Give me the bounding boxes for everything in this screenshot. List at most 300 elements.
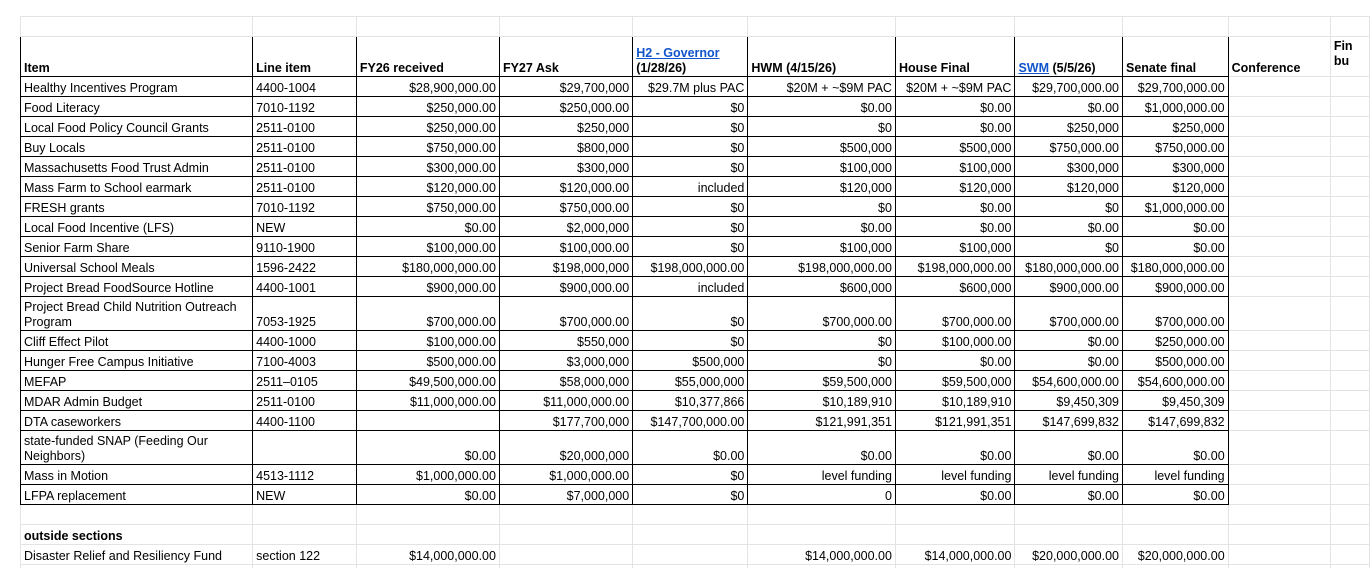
cell-line_item[interactable]: section 122	[253, 545, 357, 565]
column-header-item[interactable]: Item	[21, 37, 253, 77]
cell[interactable]	[1015, 17, 1123, 37]
cell[interactable]	[895, 17, 1015, 37]
cell-fy27[interactable]: $58,000,000	[499, 371, 632, 391]
cell-fy27[interactable]: $250,000.00	[499, 97, 632, 117]
cell[interactable]	[499, 17, 632, 37]
header-subtitle: (5/5/26)	[1049, 61, 1096, 75]
cell[interactable]	[1228, 525, 1330, 545]
cell-fy27[interactable]: $800,000	[499, 137, 632, 157]
cell-item[interactable]: Project Bread Child Nutrition Outreach Program	[21, 297, 253, 331]
cell-senate[interactable]: $0.00	[1122, 237, 1228, 257]
cell-h2[interactable]: $0	[633, 237, 748, 257]
cell-fy26[interactable]: $0.00	[356, 485, 499, 505]
cell[interactable]	[1122, 505, 1228, 525]
cell-senate[interactable]: $900,000.00	[1122, 277, 1228, 297]
cell-house[interactable]: $100,000	[895, 237, 1015, 257]
cell-house[interactable]: $0.00	[895, 97, 1015, 117]
cell-conference[interactable]	[1228, 277, 1330, 297]
cell-fy27[interactable]: $2,000,000	[499, 217, 632, 237]
cell-hwm[interactable]: level funding	[748, 465, 896, 485]
cell-fy27[interactable]: $750,000.00	[499, 197, 632, 217]
cell-senate[interactable]: $120,000	[1122, 177, 1228, 197]
cell-hwm[interactable]: $20M + ~$9M PAC	[748, 77, 896, 97]
cell-conference[interactable]	[1228, 77, 1330, 97]
cell-senate[interactable]: $250,000.00	[1122, 331, 1228, 351]
cell[interactable]	[1228, 565, 1330, 568]
column-header-conference[interactable]: Conference	[1228, 37, 1330, 77]
column-header-hwm[interactable]: HWM (4/15/26)	[748, 37, 896, 77]
cell-final[interactable]	[1330, 545, 1369, 565]
cell-final[interactable]	[1330, 97, 1369, 117]
cell-fy26[interactable]: $28,900,000.00	[356, 77, 499, 97]
cell-fy26[interactable]: $750,000.00	[356, 137, 499, 157]
cell-swm[interactable]: $900,000.00	[1015, 277, 1123, 297]
cell[interactable]	[253, 505, 357, 525]
cell-swm[interactable]: $0.00	[1015, 351, 1123, 371]
cell-fy27[interactable]: $11,000,000.00	[499, 391, 632, 411]
cell-hwm[interactable]: $14,000,000.00	[748, 545, 896, 565]
cell[interactable]	[748, 525, 896, 545]
column-header-house[interactable]: House Final	[895, 37, 1015, 77]
cell-item[interactable]: Food Literacy	[21, 97, 253, 117]
cell[interactable]	[1015, 525, 1123, 545]
cell-line_item[interactable]: 7100-4003	[253, 351, 357, 371]
cell-house[interactable]: $0.00	[895, 197, 1015, 217]
cell[interactable]	[1330, 505, 1369, 525]
cell-senate[interactable]: $147,699,832	[1122, 411, 1228, 431]
cell[interactable]	[633, 505, 748, 525]
cell-item[interactable]: Buy Locals	[21, 137, 253, 157]
cell-swm[interactable]: $750,000.00	[1015, 137, 1123, 157]
cell-line_item[interactable]: 4400-1004	[253, 77, 357, 97]
cell-hwm[interactable]: $0	[748, 351, 896, 371]
cell-conference[interactable]	[1228, 411, 1330, 431]
cell-swm[interactable]: $147,699,832	[1015, 411, 1123, 431]
cell[interactable]	[1015, 565, 1123, 568]
cell-line_item[interactable]: 2511-0100	[253, 177, 357, 197]
cell-h2[interactable]	[633, 545, 748, 565]
cell-senate[interactable]: $0.00	[1122, 217, 1228, 237]
column-header-fy26[interactable]: FY26 received	[356, 37, 499, 77]
cell[interactable]	[1122, 565, 1228, 568]
cell[interactable]	[748, 565, 896, 568]
cell-house[interactable]: $600,000	[895, 277, 1015, 297]
cell-swm[interactable]: $180,000,000.00	[1015, 257, 1123, 277]
cell-conference[interactable]	[1228, 297, 1330, 331]
cell-hwm[interactable]: $0.00	[748, 217, 896, 237]
cell-swm[interactable]: $0.00	[1015, 97, 1123, 117]
cell-item[interactable]: Project Bread FoodSource Hotline	[21, 277, 253, 297]
cell-conference[interactable]	[1228, 545, 1330, 565]
cell-fy26[interactable]: $700,000.00	[356, 297, 499, 331]
cell-fy26[interactable]: $250,000.00	[356, 117, 499, 137]
cell-fy27[interactable]: $1,000,000.00	[499, 465, 632, 485]
cell-house[interactable]: $10,189,910	[895, 391, 1015, 411]
cell-h2[interactable]: $500,000	[633, 351, 748, 371]
cell-hwm[interactable]: $198,000,000.00	[748, 257, 896, 277]
cell-house[interactable]: $121,991,351	[895, 411, 1015, 431]
cell-h2[interactable]: $0.00	[633, 431, 748, 465]
cell-fy26[interactable]: $300,000.00	[356, 157, 499, 177]
cell-swm[interactable]: $120,000	[1015, 177, 1123, 197]
cell-fy27[interactable]: $550,000	[499, 331, 632, 351]
swm-link[interactable]: SWM	[1018, 61, 1050, 75]
cell-line_item[interactable]: NEW	[253, 485, 357, 505]
cell-fy26[interactable]: $100,000.00	[356, 331, 499, 351]
column-header-final[interactable]	[1330, 37, 1369, 77]
cell-final[interactable]	[1330, 465, 1369, 485]
cell-line_item[interactable]: 2511-0100	[253, 391, 357, 411]
cell-hwm[interactable]: $0	[748, 331, 896, 351]
table-row	[21, 97, 1370, 117]
cell-item[interactable]: Senior Farm Share	[21, 237, 253, 257]
cell-house[interactable]: $500,000	[895, 137, 1015, 157]
table-row	[21, 157, 1370, 177]
cell-senate[interactable]: $29,700,000.00	[1122, 77, 1228, 97]
cell[interactable]	[356, 505, 499, 525]
cell-senate[interactable]: $300,000	[1122, 157, 1228, 177]
cell-house[interactable]: $59,500,000	[895, 371, 1015, 391]
cell-item[interactable]: Massachusetts Food Trust Admin	[21, 157, 253, 177]
cell-swm[interactable]: $9,450,309	[1015, 391, 1123, 411]
cell-hwm[interactable]: $100,000	[748, 157, 896, 177]
cell-house[interactable]: $120,000	[895, 177, 1015, 197]
cell-line_item[interactable]: 4400-1001	[253, 277, 357, 297]
cell[interactable]	[253, 17, 357, 37]
cell-item[interactable]: Cliff Effect Pilot	[21, 331, 253, 351]
cell-hwm[interactable]: $10,189,910	[748, 391, 896, 411]
blank-row	[21, 565, 1370, 568]
cell-line_item[interactable]: 2511-0100	[253, 137, 357, 157]
cell-line_item[interactable]: NEW	[253, 217, 357, 237]
cell-final[interactable]	[1330, 485, 1369, 505]
cell[interactable]	[748, 17, 896, 37]
cell[interactable]	[499, 525, 632, 545]
cell-senate[interactable]: $180,000,000.00	[1122, 257, 1228, 277]
cell-item[interactable]: Local Food Policy Council Grants	[21, 117, 253, 137]
cell-conference[interactable]	[1228, 117, 1330, 137]
cell-fy27[interactable]: $120,000.00	[499, 177, 632, 197]
cell-senate[interactable]: $700,000.00	[1122, 297, 1228, 331]
cell-h2[interactable]: $0	[633, 217, 748, 237]
cell-conference[interactable]	[1228, 257, 1330, 277]
cell-swm[interactable]: $20,000,000.00	[1015, 545, 1123, 565]
cell-fy27[interactable]: $3,000,000	[499, 351, 632, 371]
cell-senate[interactable]: $0.00	[1122, 431, 1228, 465]
cell-hwm[interactable]: $0	[748, 117, 896, 137]
cell-senate[interactable]: $0.00	[1122, 485, 1228, 505]
cell-item[interactable]: MEFAP	[21, 371, 253, 391]
cell-h2[interactable]: $0	[633, 137, 748, 157]
cell[interactable]	[499, 505, 632, 525]
table-row	[21, 411, 1370, 431]
cell-conference[interactable]	[1228, 351, 1330, 371]
cell-final[interactable]	[1330, 197, 1369, 217]
cell-senate[interactable]: $9,450,309	[1122, 391, 1228, 411]
cell-item[interactable]: MDAR Admin Budget	[21, 391, 253, 411]
cell[interactable]	[356, 525, 499, 545]
cell-h2[interactable]: $10,377,866	[633, 391, 748, 411]
cell-fy26[interactable]	[356, 411, 499, 431]
cell-hwm[interactable]: $0.00	[748, 97, 896, 117]
cell[interactable]	[1228, 505, 1330, 525]
cell-conference[interactable]	[1228, 157, 1330, 177]
cell-final[interactable]	[1330, 431, 1369, 465]
column-header-senate[interactable]: Senate final	[1122, 37, 1228, 77]
cell-final[interactable]	[1330, 371, 1369, 391]
cell[interactable]	[21, 17, 253, 37]
cell-swm[interactable]: $0.00	[1015, 431, 1123, 465]
cell-line_item[interactable]: 7010-1192	[253, 197, 357, 217]
cell-item[interactable]: DTA caseworkers	[21, 411, 253, 431]
cell-h2[interactable]: $29.7M plus PAC	[633, 77, 748, 97]
cell-final[interactable]	[1330, 411, 1369, 431]
cell-line_item[interactable]: 7010-1192	[253, 97, 357, 117]
cell-fy26[interactable]: $14,000,000.00	[356, 545, 499, 565]
cell-senate[interactable]: $250,000	[1122, 117, 1228, 137]
cell-conference[interactable]	[1228, 137, 1330, 157]
cell-fy26[interactable]: $180,000,000.00	[356, 257, 499, 277]
cell-senate[interactable]: level funding	[1122, 465, 1228, 485]
cell-fy27[interactable]: $198,000,000	[499, 257, 632, 277]
cell-final[interactable]	[1330, 277, 1369, 297]
cell-house[interactable]: $14,000,000.00	[895, 545, 1015, 565]
cell[interactable]	[356, 17, 499, 37]
cell-item[interactable]: Healthy Incentives Program	[21, 77, 253, 97]
header-subtitle: bu	[1333, 54, 1350, 68]
cell-conference[interactable]	[1228, 237, 1330, 257]
cell-final[interactable]	[1330, 391, 1369, 411]
cell-final[interactable]	[1330, 117, 1369, 137]
cell-fy26[interactable]: $100,000.00	[356, 237, 499, 257]
cell[interactable]	[356, 565, 499, 568]
cell-final[interactable]	[1330, 137, 1369, 157]
cell-fy26[interactable]: $120,000.00	[356, 177, 499, 197]
cell-fy27[interactable]: $300,000	[499, 157, 632, 177]
column-header-swm[interactable]	[1015, 37, 1123, 77]
cell[interactable]	[895, 525, 1015, 545]
cell-final[interactable]	[1330, 237, 1369, 257]
outside-sections-label[interactable]: outside sections	[21, 525, 253, 545]
cell-hwm[interactable]: $120,000	[748, 177, 896, 197]
cell-h2[interactable]: included	[633, 177, 748, 197]
cell-conference[interactable]	[1228, 197, 1330, 217]
cell[interactable]	[895, 565, 1015, 568]
cell[interactable]	[1228, 17, 1330, 37]
cell-senate[interactable]: $500,000.00	[1122, 351, 1228, 371]
cell-final[interactable]	[1330, 331, 1369, 351]
cell[interactable]	[633, 565, 748, 568]
cell-fy26[interactable]: $0.00	[356, 217, 499, 237]
cell-senate[interactable]: $1,000,000.00	[1122, 97, 1228, 117]
cell-item[interactable]: Universal School Meals	[21, 257, 253, 277]
cell[interactable]	[1330, 17, 1369, 37]
cell-conference[interactable]	[1228, 177, 1330, 197]
cell-house[interactable]: $100,000.00	[895, 331, 1015, 351]
cell-fy26[interactable]: $11,000,000.00	[356, 391, 499, 411]
cell-item[interactable]: Mass Farm to School earmark	[21, 177, 253, 197]
cell-hwm[interactable]: $100,000	[748, 237, 896, 257]
cell-item[interactable]: Mass in Motion	[21, 465, 253, 485]
cell[interactable]	[253, 525, 357, 545]
cell-h2[interactable]: $0	[633, 297, 748, 331]
cell-swm[interactable]: $0	[1015, 197, 1123, 217]
cell-senate[interactable]: $1,000,000.00	[1122, 197, 1228, 217]
cell-fy27[interactable]: $29,700,000	[499, 77, 632, 97]
cell-hwm[interactable]: $59,500,000	[748, 371, 896, 391]
governor-h2-link[interactable]: H2 - Governor	[636, 46, 720, 60]
cell-fy26[interactable]: $1,000,000.00	[356, 465, 499, 485]
cell[interactable]	[748, 505, 896, 525]
section-label-row	[21, 525, 1370, 545]
cell-fy27[interactable]: $100,000.00	[499, 237, 632, 257]
column-header-line_item[interactable]: Line item	[253, 37, 357, 77]
cell-final[interactable]	[1330, 77, 1369, 97]
cell-item[interactable]: Disaster Relief and Resiliency Fund	[21, 545, 253, 565]
cell-swm[interactable]: $300,000	[1015, 157, 1123, 177]
cell-fy26[interactable]: $0.00	[356, 431, 499, 465]
cell-swm[interactable]: $0	[1015, 237, 1123, 257]
column-header-h2[interactable]	[633, 37, 748, 77]
cell-house[interactable]: $0.00	[895, 431, 1015, 465]
cell[interactable]	[895, 505, 1015, 525]
cell-swm[interactable]: level funding	[1015, 465, 1123, 485]
cell-h2[interactable]: $0	[633, 117, 748, 137]
cell-conference[interactable]	[1228, 331, 1330, 351]
cell-senate[interactable]: $750,000.00	[1122, 137, 1228, 157]
cell-h2[interactable]: included	[633, 277, 748, 297]
cell-h2[interactable]: $0	[633, 197, 748, 217]
cell-conference[interactable]	[1228, 371, 1330, 391]
cell-line_item[interactable]: 2511-0100	[253, 157, 357, 177]
cell-item[interactable]: Hunger Free Campus Initiative	[21, 351, 253, 371]
cell-h2[interactable]: $0	[633, 331, 748, 351]
cell-fy27[interactable]: $700,000.00	[499, 297, 632, 331]
cell-conference[interactable]	[1228, 97, 1330, 117]
cell-line_item[interactable]	[253, 431, 357, 465]
cell-hwm[interactable]: $700,000.00	[748, 297, 896, 331]
cell[interactable]	[499, 565, 632, 568]
cell[interactable]	[633, 17, 748, 37]
cell-item[interactable]: FRESH grants	[21, 197, 253, 217]
table-row	[21, 257, 1370, 277]
cell[interactable]	[1330, 525, 1369, 545]
cell-item[interactable]: state-funded SNAP (Feeding Our Neighbors)	[21, 431, 253, 465]
cell-h2[interactable]: $0	[633, 157, 748, 177]
cell-swm[interactable]: $54,600,000.00	[1015, 371, 1123, 391]
table-row	[21, 117, 1370, 137]
cell[interactable]	[1015, 505, 1123, 525]
cell-line_item[interactable]: 2511–0105	[253, 371, 357, 391]
cell-conference[interactable]	[1228, 391, 1330, 411]
cell-house[interactable]: $0.00	[895, 351, 1015, 371]
cell-house[interactable]: $0.00	[895, 217, 1015, 237]
cell-line_item[interactable]: 4513-1112	[253, 465, 357, 485]
cell-house[interactable]: $198,000,000.00	[895, 257, 1015, 277]
cell-house[interactable]: $20M + ~$9M PAC	[895, 77, 1015, 97]
cell-hwm[interactable]: $600,000	[748, 277, 896, 297]
cell-fy27[interactable]: $900,000.00	[499, 277, 632, 297]
cell-h2[interactable]: $147,700,000.00	[633, 411, 748, 431]
cell-house[interactable]: $0.00	[895, 485, 1015, 505]
cell-fy26[interactable]: $750,000.00	[356, 197, 499, 217]
cell-line_item[interactable]: 4400-1000	[253, 331, 357, 351]
cell-swm[interactable]: $29,700,000.00	[1015, 77, 1123, 97]
cell-fy27[interactable]: $177,700,000	[499, 411, 632, 431]
table-row	[21, 277, 1370, 297]
cell-hwm[interactable]: 0	[748, 485, 896, 505]
cell-swm[interactable]: $250,000	[1015, 117, 1123, 137]
column-header-fy27[interactable]: FY27 Ask	[499, 37, 632, 77]
cell-line_item[interactable]: 4400-1100	[253, 411, 357, 431]
cell-fy27[interactable]: $7,000,000	[499, 485, 632, 505]
cell-h2[interactable]: $0	[633, 97, 748, 117]
cell-fy27[interactable]: $250,000	[499, 117, 632, 137]
cell-house[interactable]: $0.00	[895, 117, 1015, 137]
cell-swm[interactable]: $0.00	[1015, 331, 1123, 351]
cell-line_item[interactable]: 7053-1925	[253, 297, 357, 331]
cell-final[interactable]	[1330, 257, 1369, 277]
cell-conference[interactable]	[1228, 485, 1330, 505]
cell[interactable]	[633, 525, 748, 545]
cell-fy26[interactable]: $49,500,000.00	[356, 371, 499, 391]
cell-h2[interactable]: $0	[633, 465, 748, 485]
cell[interactable]	[21, 565, 253, 568]
cell-h2[interactable]: $198,000,000.00	[633, 257, 748, 277]
cell[interactable]	[1122, 525, 1228, 545]
cell-final[interactable]	[1330, 351, 1369, 371]
header-row	[21, 37, 1370, 77]
cell-house[interactable]: $700,000.00	[895, 297, 1015, 331]
cell-fy27[interactable]	[499, 545, 632, 565]
cell-h2[interactable]: $55,000,000	[633, 371, 748, 391]
cell-swm[interactable]: $0.00	[1015, 485, 1123, 505]
cell-final[interactable]	[1330, 177, 1369, 197]
cell-fy26[interactable]: $500,000.00	[356, 351, 499, 371]
cell[interactable]	[1122, 17, 1228, 37]
cell[interactable]	[253, 565, 357, 568]
cell-final[interactable]	[1330, 157, 1369, 177]
cell-hwm[interactable]: $500,000	[748, 137, 896, 157]
cell-house[interactable]: level funding	[895, 465, 1015, 485]
cell-fy27[interactable]: $20,000,000	[499, 431, 632, 465]
cell-hwm[interactable]: $0.00	[748, 431, 896, 465]
cell-house[interactable]: $100,000	[895, 157, 1015, 177]
cell-final[interactable]	[1330, 217, 1369, 237]
cell-fy26[interactable]: $250,000.00	[356, 97, 499, 117]
cell-fy26[interactable]: $900,000.00	[356, 277, 499, 297]
cell-conference[interactable]	[1228, 217, 1330, 237]
cell[interactable]	[21, 505, 253, 525]
cell-hwm[interactable]: $121,991,351	[748, 411, 896, 431]
cell-senate[interactable]: $20,000,000.00	[1122, 545, 1228, 565]
cell-line_item[interactable]: 9110-1900	[253, 237, 357, 257]
cell-conference[interactable]	[1228, 465, 1330, 485]
cell[interactable]	[1330, 565, 1369, 568]
cell-hwm[interactable]: $0	[748, 197, 896, 217]
cell-final[interactable]	[1330, 297, 1369, 331]
cell-item[interactable]: LFPA replacement	[21, 485, 253, 505]
cell-swm[interactable]: $700,000.00	[1015, 297, 1123, 331]
cell-line_item[interactable]: 1596-2422	[253, 257, 357, 277]
cell-item[interactable]: Local Food Incentive (LFS)	[21, 217, 253, 237]
cell-h2[interactable]: $0	[633, 485, 748, 505]
cell-swm[interactable]: $0.00	[1015, 217, 1123, 237]
cell-senate[interactable]: $54,600,000.00	[1122, 371, 1228, 391]
cell-conference[interactable]	[1228, 431, 1330, 465]
table-row	[21, 177, 1370, 197]
cell-line_item[interactable]: 2511-0100	[253, 117, 357, 137]
